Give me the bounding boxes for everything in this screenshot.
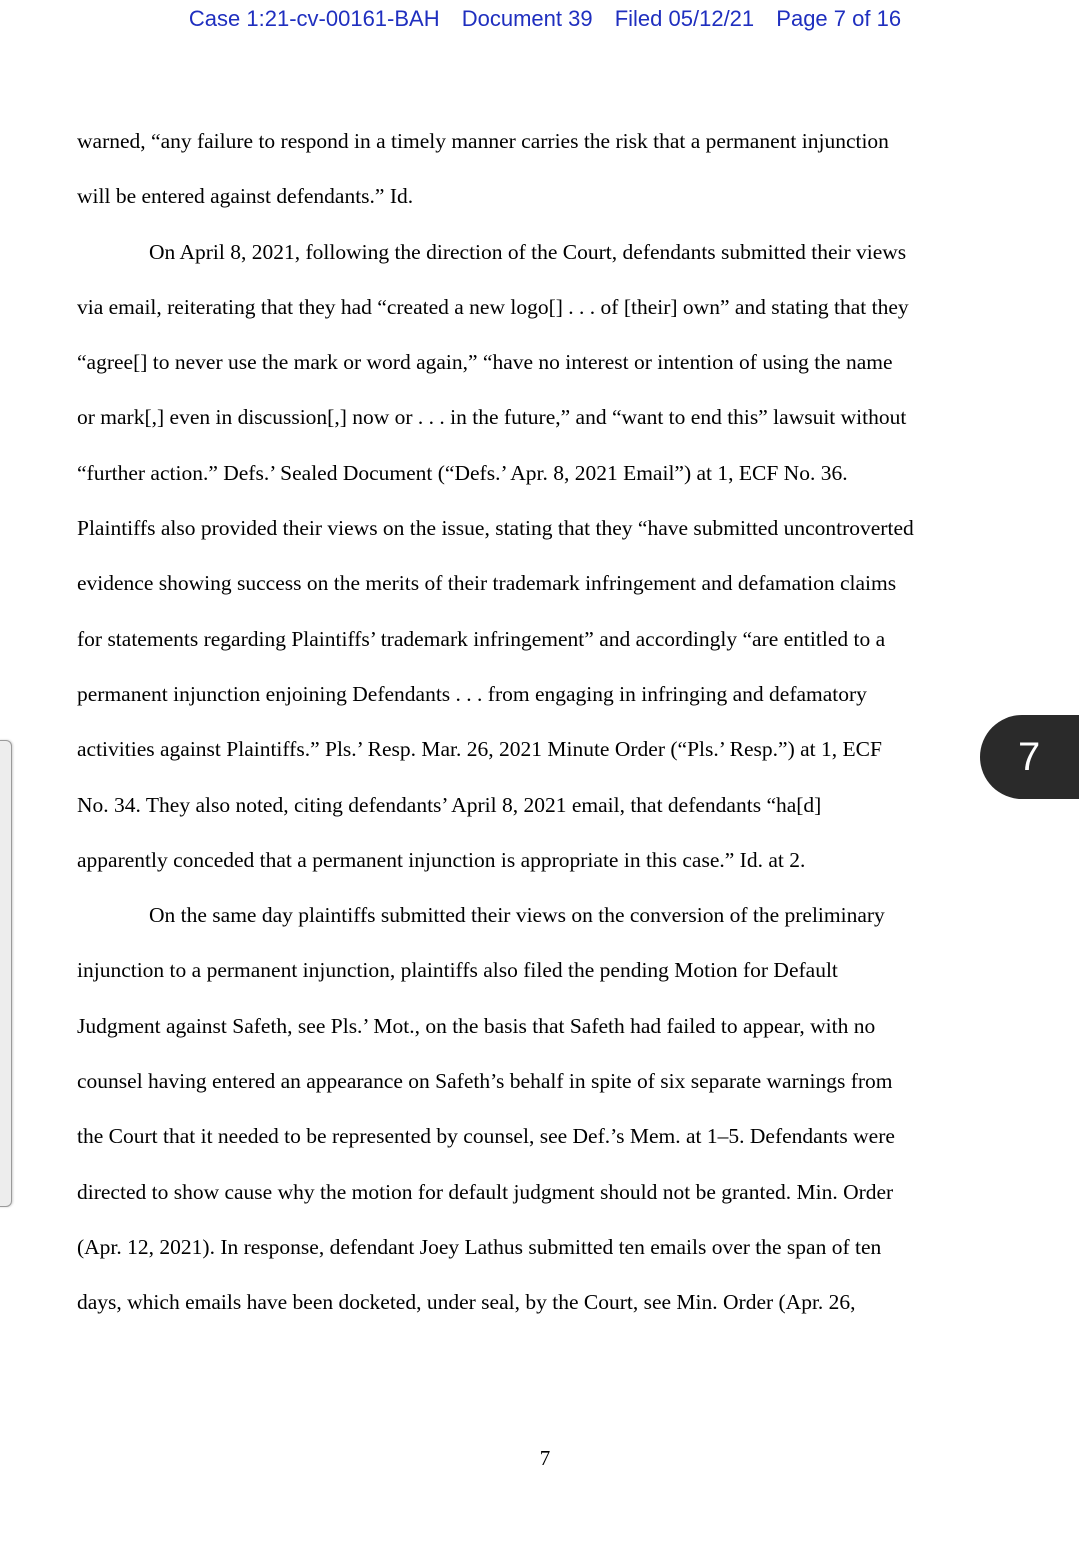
document-number: Document 39	[461, 6, 593, 31]
body-line: will be entered against defendants.” Id.	[77, 184, 414, 209]
body-line: counsel having entered an appearance on Safeth’s behalf in spite of six separate warnings from	[77, 1069, 893, 1094]
body-line: the Court that it needed to be represented by counsel, see Def.’s Mem. at 1–5. Defendants were	[77, 1124, 895, 1149]
body-line: On the same day plaintiffs submitted their views on the conversion of the preliminary	[149, 903, 885, 928]
case-header	[0, 6, 1079, 32]
filed-date: Filed 05/12/21	[614, 6, 755, 31]
body-line: On April 8, 2021, following the direction of the Court, defendants submitted their views	[149, 239, 907, 264]
scroll-handle[interactable]	[0, 740, 12, 1207]
body-line: permanent injunction enjoining Defendants . . . from engaging in infringing and defamatory	[77, 681, 867, 706]
body-line: apparently conceded that a permanent injunction is appropriate in this case.” Id. at 2.	[77, 847, 806, 872]
body-line: or mark[,] even in discussion[,] now or . . . in the future,” and “want to end this” lawsuit without	[77, 405, 907, 430]
body-line: Judgment against Safeth, see Pls.’ Mot., on the basis that Safeth had failed to appear, with no	[77, 1013, 876, 1038]
case-number: Case 1:21-cv-00161-BAH	[188, 6, 440, 31]
page-number-badge[interactable]: 7	[980, 715, 1079, 799]
body-line: directed to show cause why the motion for default judgment should not be granted. Min. Order	[77, 1179, 894, 1204]
body-line: activities against Plaintiffs.” Pls.’ Resp. Mar. 26, 2021 Minute Order (“Pls.’ Resp.”) at 1, ECF	[77, 737, 882, 762]
page-number-footer: 7	[539, 1446, 551, 1470]
body-line: days, which emails have been docketed, under seal, by the Court, see Min. Order (Apr. 26,	[77, 1290, 856, 1315]
body-line: evidence showing success on the merits of their trademark infringement and defamation claims	[77, 571, 897, 596]
body-line: warned, “any failure to respond in a timely manner carries the risk that a permanent injunction	[77, 129, 889, 153]
body-line: injunction to a permanent injunction, plaintiffs also filed the pending Motion for Default	[77, 958, 838, 983]
body-line: via email, reiterating that they had “created a new logo[] . . . of [their] own” and stating that they	[77, 294, 909, 319]
body-line: “agree[] to never use the mark or word again,” “have no interest or intention of using the name	[77, 350, 893, 375]
body-line: Plaintiffs also provided their views on the issue, stating that they “have submitted uncontroverted	[77, 516, 914, 541]
document-body	[77, 118, 1022, 1335]
page-indicator: Page 7 of 16	[776, 6, 902, 31]
body-line: No. 34. They also noted, citing defendants’ April 8, 2021 email, that defendants “ha[d]	[77, 792, 822, 817]
body-line: for statements regarding Plaintiffs’ trademark infringement” and accordingly “are entitled to a	[77, 626, 886, 651]
body-line: “further action.” Defs.’ Sealed Document (“Defs.’ Apr. 8, 2021 Email”) at 1, ECF No. 36.	[77, 460, 848, 485]
body-line: (Apr. 12, 2021). In response, defendant Joey Lathus submitted ten emails over the span of ten	[77, 1234, 882, 1259]
